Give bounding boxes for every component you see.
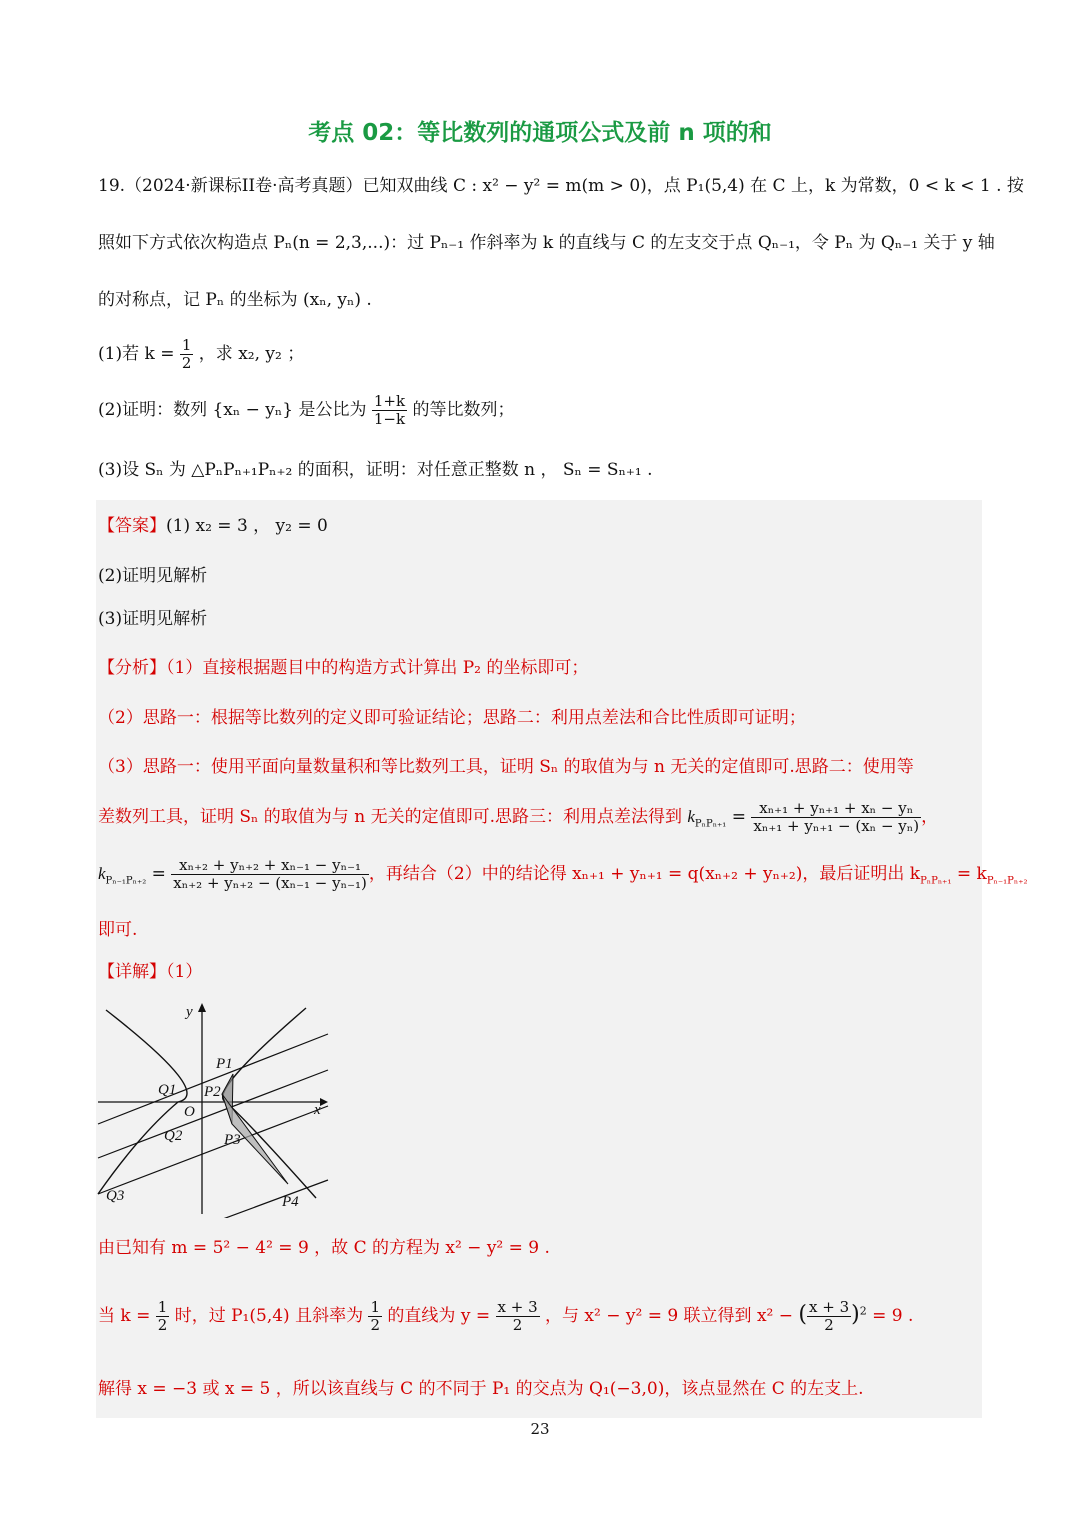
detail-3-den-4: 2 [824, 1316, 834, 1334]
label-p4: P4 [282, 1194, 299, 1210]
q2-suffix: 的等比数列； [412, 400, 515, 420]
detail-3-num-2: 1 [370, 1298, 381, 1316]
detail-3-den-3: 2 [512, 1316, 523, 1334]
q1-num: 1 [181, 336, 192, 354]
analysis-line-4: 差数列工具，证明 Sₙ 的取值为与 n 无关的定值即可.思路三：利用点差法得到 $k_{P_nP_{n+1}}$ = $\frac{\text{xₙ₊₁ + yₙ₊₁ + xₙ − yₙ}}{\text{xₙ₊₁ + yₙ₊₁ − (xₙ − yₙ)}}$ ， [98, 799, 939, 835]
analysis-5-end: = k [951, 864, 987, 884]
detail-3-d: ，与 x² − y² = 9 联立得到 x² − [539, 1306, 799, 1326]
line-through-p4 [204, 1180, 328, 1218]
detail-3-e: = 9 . [866, 1306, 914, 1326]
detail-3-den-2: 2 [370, 1316, 381, 1334]
detail-3-c: 的直线为 y = [382, 1306, 496, 1326]
x-axis-arrow [320, 1098, 328, 1106]
y-axis-arrow [198, 1003, 206, 1012]
analysis-4-den: xₙ₊₁ + yₙ₊₁ − (xₙ − yₙ) [753, 817, 920, 835]
q1-fraction [180, 338, 194, 371]
detail-part: （1） [166, 962, 203, 982]
page-number: 23 [530, 1420, 550, 1438]
label-p2: P2 [204, 1084, 221, 1100]
label-y: y [186, 1004, 193, 1020]
right-branch [223, 1008, 316, 1198]
analysis-5-num: xₙ₊₂ + yₙ₊₂ + xₙ₋₁ − yₙ₋₁ [171, 858, 369, 875]
problem-line-2: 照如下方式依次构造点 Pₙ(n = 2,3,...)：过 Pₙ₋₁ 作斜率为 k 的直线与 C 的左支交于点 Qₙ₋₁，令 Pₙ 为 Qₙ₋₁ 关于 y 轴 [98, 233, 995, 253]
detail-3-frac-1 [156, 1300, 170, 1333]
answer-line-1 [98, 518, 328, 535]
detail-label: 【详解】 [98, 962, 166, 982]
detail-line-4: 解得 x = −3 或 x = 5 ，所以该直线与 C 的不同于 P₁ 的交点为 Q₁(−3,0)，该点显然在 C 的左支上. [98, 1379, 864, 1399]
question-1 [98, 338, 304, 371]
analysis-4-k-sub: PₙPₙ₊₁ [694, 818, 727, 830]
question-3: (3)设 Sₙ 为 △PₙPₙ₊₁Pₙ₊₂ 的面积，证明：对任意正整数 n ， Sₙ = Sₙ₊₁ . [98, 460, 653, 480]
answer-2: (2)证明见解析 [98, 566, 208, 586]
detail-3-b: 时，过 P₁(5,4) 且斜率为 [169, 1306, 369, 1326]
analysis-line-3: （3）思路一：使用平面向量数量积和等比数列工具，证明 Sₙ 的取值为与 n 无关的定值即可.思路二：使用等 [98, 757, 914, 777]
problem-line-1: 19.（2024·新课标II卷·高考真题）已知双曲线 C : x² − y² = m(m > 0)，点 P₁(5,4) 在 C 上，k 为常数，0 < k < 1 . 按 [98, 176, 1024, 196]
label-q2: Q2 [164, 1128, 183, 1144]
analysis-5-k-sub: Pₙ₋₁Pₙ₊₂ [105, 875, 147, 887]
q2-prefix: (2)证明：数列 {xₙ − yₙ} 是公比为 [98, 400, 372, 420]
q2-den: 1−k [373, 410, 406, 428]
analysis-1: （1）直接根据题目中的构造方式计算出 P₂ 的坐标即可； [166, 658, 589, 678]
q1-prefix: (1)若 k = [98, 344, 180, 364]
detail-3-num-3: x + 3 [497, 1298, 538, 1316]
analysis-5-k: k [98, 864, 106, 883]
analysis-5-text: ，再结合（2）中的结论得 xₙ₊₁ + yₙ₊₁ = q(xₙ₊₂ + yₙ₊₂)，最后证明出 k [368, 864, 921, 884]
analysis-line-2: （2）思路一：根据等比数列的定义即可验证结论；思路二：利用点差法和合比性质即可证明； [98, 708, 806, 728]
analysis-4-fraction [751, 801, 921, 834]
line-through-p1 [98, 1034, 328, 1124]
analysis-4-k: k [687, 807, 695, 826]
analysis-line-1 [98, 660, 588, 677]
answer-3: (3)证明见解析 [98, 609, 208, 629]
q1-den: 2 [181, 354, 192, 372]
problem-line-3: 的对称点，记 Pₙ 的坐标为 (xₙ, yₙ) . [98, 290, 372, 310]
detail-3-frac-2 [368, 1300, 382, 1333]
answer-1: (1) x₂ = 3 ， y₂ = 0 [166, 516, 328, 536]
analysis-label: 【分析】 [98, 658, 166, 678]
detail-line-3: 当 k = $\frac{1}{2}$ 时，过 P₁(5,4) 且斜率为 $\frac{1}{2}$ 的直线为 y = $\frac{x + 3}{2}$ ，与 x² − y² = 9 联立得到 x² − ( $\frac{x + 3}{2}$ )$^2$ = 9 . [98, 1298, 914, 1334]
question-2 [98, 394, 515, 427]
detail-3-frac-3 [496, 1300, 540, 1333]
detail-3-frac-4 [807, 1300, 851, 1333]
analysis-4-num: xₙ₊₁ + yₙ₊₁ + xₙ − yₙ [751, 801, 921, 818]
detail-3-num-4: x + 3 [809, 1298, 850, 1316]
q2-num: 1+k [373, 392, 406, 410]
label-p1: P1 [216, 1056, 233, 1072]
analysis-4-text: 差数列工具，证明 Sₙ 的取值为与 n 无关的定值即可.思路三：利用点差法得到 [98, 807, 688, 827]
answer-label: 【答案】 [98, 516, 166, 536]
q1-suffix: ，求 x₂, y₂ ； [198, 344, 305, 364]
analysis-5-sub2: PₙPₙ₊₁ [920, 875, 952, 887]
solution-panel [96, 500, 982, 1418]
analysis-5-fraction [171, 858, 369, 891]
detail-3-num: 1 [157, 1298, 168, 1316]
analysis-5-sub3: Pₙ₋₁Pₙ₊₂ [986, 875, 1028, 887]
detail-line-1 [98, 964, 202, 981]
label-origin: O [184, 1104, 195, 1120]
hyperbola-figure [96, 998, 336, 1218]
q2-fraction [372, 394, 407, 427]
detail-3-a: 当 k = [98, 1306, 156, 1326]
line-through-p3 [98, 1106, 328, 1194]
label-x: x [314, 1102, 321, 1118]
label-p3: P3 [224, 1132, 241, 1148]
detail-line-2: 由已知有 m = 5² − 4² = 9 ，故 C 的方程为 x² − y² = 9 . [98, 1238, 550, 1258]
analysis-5-den: xₙ₊₂ + yₙ₊₂ − (xₙ₋₁ − yₙ₋₁) [173, 874, 367, 892]
label-q1: Q1 [158, 1082, 177, 1098]
label-q3: Q3 [106, 1188, 125, 1204]
analysis-line-6: 即可. [98, 920, 138, 940]
analysis-line-5: $k_{P_{n-1}P_{n+2}}$ = $\frac{\text{xₙ₊₂ + yₙ₊₂ + xₙ₋₁ − yₙ₋₁}}{\text{xₙ₊₂ + yₙ₊₂ − (xₙ₋₁ − yₙ₋₁)}}$ ，再结合（2）中的结论得 xₙ₊₁ + yₙ₊₁ = q(xₙ₊₂ + yₙ₊₂)，最后证明出 $k_{P_nP_{n+1}} = k_{P_{n-1}P_{n+2}}$ [98, 856, 1028, 892]
detail-3-den: 2 [157, 1316, 168, 1334]
section-title: 考点 02：等比数列的通项公式及前 n 项的和 [308, 120, 772, 146]
